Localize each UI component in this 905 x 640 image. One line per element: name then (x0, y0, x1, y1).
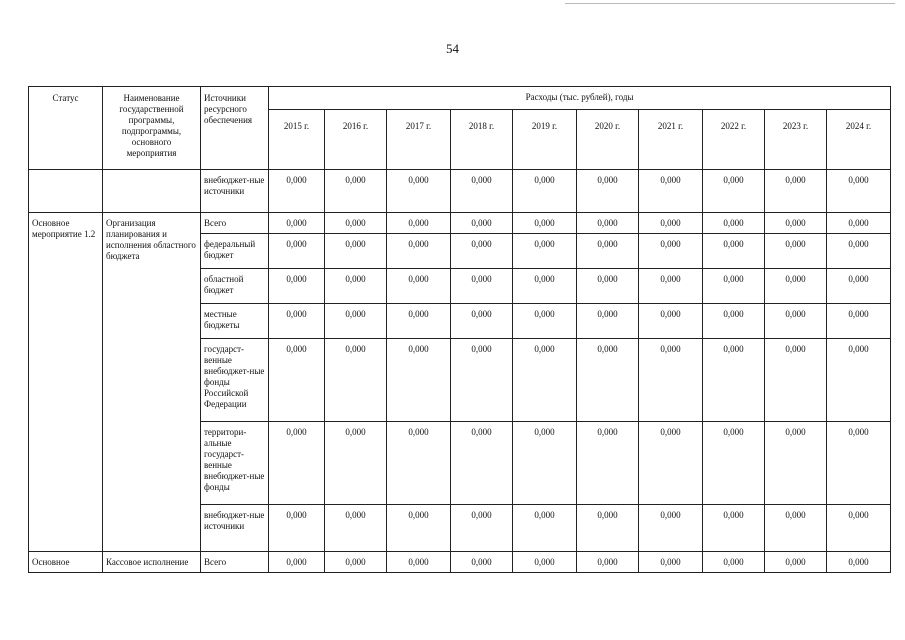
value-cell: 0,000 (269, 552, 325, 573)
value-cell: 0,000 (639, 304, 703, 339)
value-cell: 0,000 (325, 552, 387, 573)
header-sources: Источники ресурсного обеспечения (201, 87, 269, 170)
value-cell: 0,000 (827, 170, 891, 213)
value-cell: 0,000 (765, 269, 827, 304)
table-body (29, 170, 891, 573)
value-cell: 0,000 (639, 422, 703, 505)
value-cell: 0,000 (765, 170, 827, 213)
table-row (29, 552, 891, 573)
value-cell: 0,000 (827, 422, 891, 505)
source-cell: Всего (201, 213, 269, 234)
value-cell: 0,000 (387, 304, 451, 339)
value-cell: 0,000 (577, 505, 639, 552)
value-cell: 0,000 (577, 422, 639, 505)
budget-table (28, 86, 891, 573)
value-cell: 0,000 (827, 505, 891, 552)
source-cell: внебюджет-ные источники (201, 505, 269, 552)
value-cell: 0,000 (827, 234, 891, 269)
status-cell (29, 170, 103, 213)
value-cell: 0,000 (269, 304, 325, 339)
value-cell: 0,000 (765, 552, 827, 573)
source-cell: Всего (201, 552, 269, 573)
value-cell: 0,000 (513, 339, 577, 422)
value-cell: 0,000 (827, 552, 891, 573)
value-cell: 0,000 (513, 170, 577, 213)
value-cell: 0,000 (387, 213, 451, 234)
program-name-cell: Организация планирования и исполнения областного бюджета (103, 213, 201, 552)
value-cell: 0,000 (269, 339, 325, 422)
value-cell: 0,000 (513, 422, 577, 505)
value-cell: 0,000 (451, 505, 513, 552)
value-cell: 0,000 (577, 269, 639, 304)
header-year: 2019 г. (513, 110, 577, 170)
header-expenses: Расходы (тыс. рублей), годы (269, 87, 891, 110)
value-cell: 0,000 (703, 170, 765, 213)
program-name-cell: Кассовое исполнение (103, 552, 201, 573)
value-cell: 0,000 (639, 505, 703, 552)
value-cell: 0,000 (269, 422, 325, 505)
value-cell: 0,000 (639, 339, 703, 422)
value-cell: 0,000 (703, 213, 765, 234)
value-cell: 0,000 (827, 269, 891, 304)
header-year: 2018 г. (451, 110, 513, 170)
value-cell: 0,000 (827, 213, 891, 234)
value-cell: 0,000 (639, 234, 703, 269)
value-cell: 0,000 (703, 422, 765, 505)
value-cell: 0,000 (639, 552, 703, 573)
top-rule (565, 3, 895, 4)
header-year: 2022 г. (703, 110, 765, 170)
value-cell: 0,000 (639, 170, 703, 213)
header-name: Наименование государственной программы, подпрограммы, основного мероприятия (103, 87, 201, 170)
value-cell: 0,000 (325, 213, 387, 234)
value-cell: 0,000 (325, 505, 387, 552)
value-cell: 0,000 (577, 304, 639, 339)
value-cell: 0,000 (451, 170, 513, 213)
value-cell: 0,000 (513, 269, 577, 304)
value-cell: 0,000 (325, 170, 387, 213)
program-name-cell (103, 170, 201, 213)
value-cell: 0,000 (703, 304, 765, 339)
value-cell: 0,000 (639, 269, 703, 304)
status-cell: Основное (29, 552, 103, 573)
value-cell: 0,000 (703, 234, 765, 269)
header-year: 2015 г. (269, 110, 325, 170)
value-cell: 0,000 (703, 505, 765, 552)
value-cell: 0,000 (577, 213, 639, 234)
value-cell: 0,000 (765, 505, 827, 552)
table-row (29, 213, 891, 234)
source-cell: внебюджет-ные источники (201, 170, 269, 213)
value-cell: 0,000 (577, 170, 639, 213)
page-number: 54 (446, 41, 459, 56)
value-cell: 0,000 (451, 339, 513, 422)
value-cell: 0,000 (639, 213, 703, 234)
value-cell: 0,000 (765, 213, 827, 234)
value-cell: 0,000 (325, 339, 387, 422)
value-cell: 0,000 (451, 422, 513, 505)
value-cell: 0,000 (513, 552, 577, 573)
value-cell: 0,000 (451, 213, 513, 234)
table-row (29, 170, 891, 213)
value-cell: 0,000 (827, 339, 891, 422)
header-year: 2023 г. (765, 110, 827, 170)
value-cell: 0,000 (387, 422, 451, 505)
value-cell: 0,000 (577, 234, 639, 269)
source-cell: федеральный бюджет (201, 234, 269, 269)
value-cell: 0,000 (513, 234, 577, 269)
value-cell: 0,000 (325, 422, 387, 505)
source-cell: территори-альные государст-венные внебюджет-ные фонды (201, 422, 269, 505)
value-cell: 0,000 (269, 170, 325, 213)
header-year: 2016 г. (325, 110, 387, 170)
value-cell: 0,000 (387, 269, 451, 304)
value-cell: 0,000 (269, 269, 325, 304)
value-cell: 0,000 (703, 339, 765, 422)
value-cell: 0,000 (577, 339, 639, 422)
value-cell: 0,000 (325, 269, 387, 304)
value-cell: 0,000 (451, 269, 513, 304)
value-cell: 0,000 (827, 304, 891, 339)
value-cell: 0,000 (765, 304, 827, 339)
value-cell: 0,000 (387, 170, 451, 213)
value-cell: 0,000 (387, 339, 451, 422)
header-status: Статус (29, 87, 103, 170)
header-year: 2017 г. (387, 110, 451, 170)
status-cell: Основное мероприятие 1.2 (29, 213, 103, 552)
value-cell: 0,000 (513, 304, 577, 339)
value-cell: 0,000 (577, 552, 639, 573)
value-cell: 0,000 (269, 234, 325, 269)
source-cell: местные бюджеты (201, 304, 269, 339)
value-cell: 0,000 (325, 234, 387, 269)
value-cell: 0,000 (765, 422, 827, 505)
value-cell: 0,000 (387, 552, 451, 573)
value-cell: 0,000 (513, 213, 577, 234)
value-cell: 0,000 (451, 304, 513, 339)
value-cell: 0,000 (269, 213, 325, 234)
header-year: 2020 г. (577, 110, 639, 170)
header-row-top (29, 87, 891, 110)
value-cell: 0,000 (387, 234, 451, 269)
value-cell: 0,000 (513, 505, 577, 552)
source-cell: государст-венные внебюджет-ные фонды Российской Федерации (201, 339, 269, 422)
value-cell: 0,000 (765, 234, 827, 269)
value-cell: 0,000 (387, 505, 451, 552)
value-cell: 0,000 (765, 339, 827, 422)
value-cell: 0,000 (269, 505, 325, 552)
value-cell: 0,000 (451, 234, 513, 269)
value-cell: 0,000 (703, 552, 765, 573)
value-cell: 0,000 (703, 269, 765, 304)
header-year: 2024 г. (827, 110, 891, 170)
source-cell: областной бюджет (201, 269, 269, 304)
value-cell: 0,000 (325, 304, 387, 339)
value-cell: 0,000 (451, 552, 513, 573)
header-year: 2021 г. (639, 110, 703, 170)
